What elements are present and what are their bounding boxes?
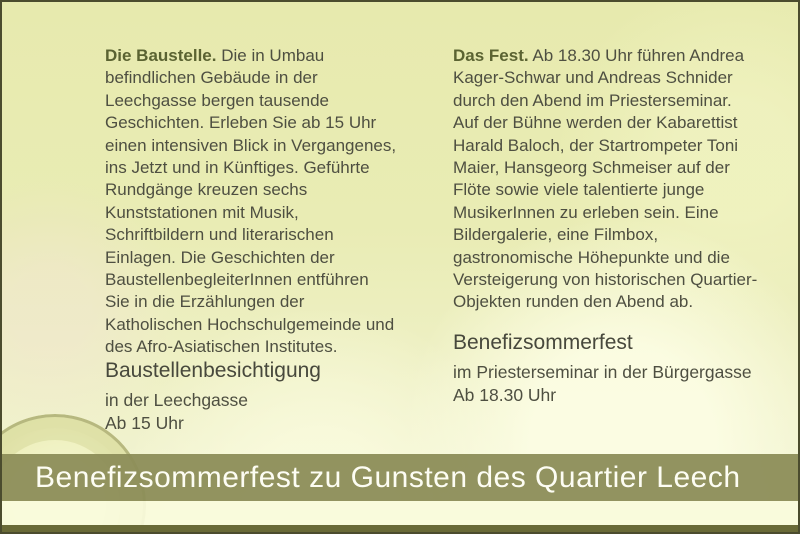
fest-event-time: Ab 18.30 Uhr <box>453 385 557 405</box>
baustelle-event-details <box>105 359 397 435</box>
fest-paragraph <box>453 45 761 331</box>
banner-title: Benefizsommerfest zu Gunsten des Quartier Leech <box>35 460 741 494</box>
baustelle-paragraph <box>105 45 397 359</box>
fest-event-location: im Priesterseminar in der Bürgergasse <box>453 362 752 382</box>
baustelle-event-location: in der Leechgasse <box>105 389 249 410</box>
column-baustelle <box>105 45 397 435</box>
light-strip <box>2 501 798 525</box>
bottom-strip <box>2 525 798 532</box>
baustelle-paragraph-text: Die in Umbau befindlichen Gebäude in der Leechgasse bergen tausende Geschichten. Erleben Sie ab 15 Uhr einen intensiven Blick in Vergangenes, ins Jetzt und in Künftiges. Geführte Rundgänge kreuzen sechs Kunststationen mit Musik, Schriftbildern und literarischen Einlagen. Die Geschichten der BaustellenbegleiterInnen entführen Sie in die Erzählungen der Katholischen Hochschulgemeinde und des Afro-Asiatischen Institutes. <box>105 46 397 357</box>
baustelle-event-title: Baustellenbesichtigung <box>105 358 321 382</box>
baustelle-event-time: Ab 15 Uhr <box>105 412 184 433</box>
baustelle-paragraph-lead: Die Baustelle. <box>105 46 217 65</box>
column-fest <box>453 45 761 435</box>
fest-event-details <box>453 331 761 407</box>
flyer-body <box>2 2 798 435</box>
banner-band <box>2 454 798 501</box>
fest-paragraph-text: Ab 18.30 Uhr führen Andrea Kager-Schwar und Andreas Schnider durch den Abend im Priesterseminar. Auf der Bühne werden der Kabarettist Harald Baloch, der Startrompeter Toni Maier, Hansgeorg Schmeiser auf der Flöte sowie viele talentierte junge MusikerInnen zu erleben sein. Eine Bildergalerie, eine Filmbox, gastronomische Höhepunkte und die Versteigerung von historischen Quartier-Objekten runden den Abend ab. <box>453 46 758 312</box>
fest-paragraph-lead: Das Fest. <box>453 46 529 65</box>
fest-event-title: Benefizsommerfest <box>453 331 633 354</box>
